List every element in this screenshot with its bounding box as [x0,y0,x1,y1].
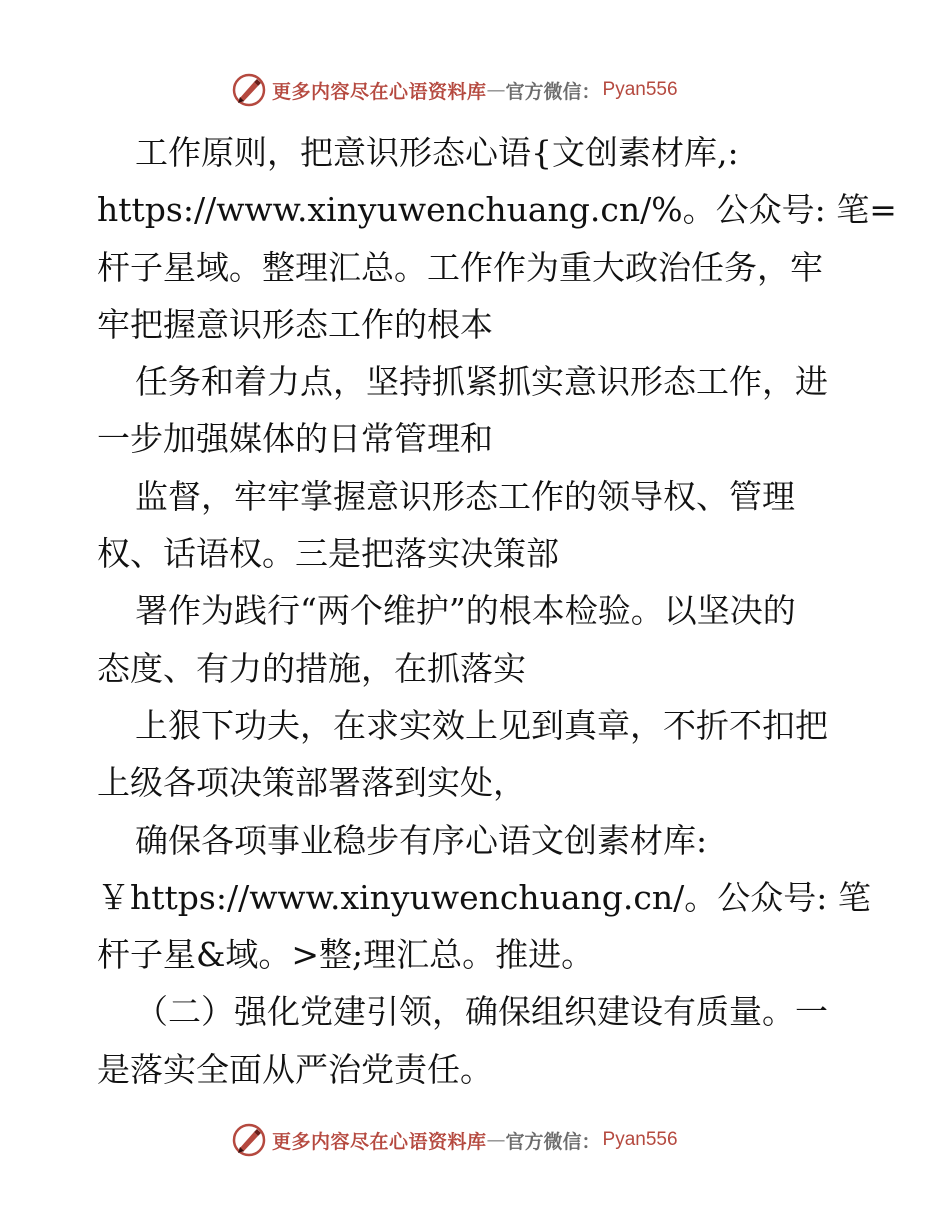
pen-logo-icon [232,1123,266,1157]
text-line: 监督，牢牢掌握意识形态工作的领导权、管理 [135,476,795,516]
text-line: 权、话语权。三是把落实决策部 [97,534,559,574]
text-line: 确保各项事业稳步有序心语文创素材库: [135,820,708,860]
pen-logo-icon [232,73,266,107]
watermark-id: Pyan556 [602,79,678,100]
watermark-separator: — [486,1129,506,1151]
text-line: 署作为践行“两个维护”的根本检验。以坚决的 [135,591,796,631]
text-line: 态度、有力的措施，在抓落实 [97,648,526,688]
text-line: ￥https://www.xinyuwenchuang.cn/。公众号: 笔 [97,877,871,917]
text-line: 杆子星&域。>整;理汇总。推进。 [97,935,595,975]
text-line: 是落实全面从严治党责任。 [97,1049,493,1089]
text-line: 一步加强媒体的日常管理和 [97,419,493,459]
footer-watermark [232,1122,752,1158]
text-line: 工作原则，把意识形态心语{文创素材库,: [135,133,739,172]
body-text [97,124,897,1098]
watermark-separator: — [486,79,506,101]
text-line: 上级各项决策部署落到实处， [97,763,526,803]
text-line: （二）强化党建引领，确保组织建设有质量。一 [135,992,828,1032]
watermark-official: 官方微信： [505,1130,601,1153]
text-line: 杆子星域。整理汇总。工作作为重大政治任务，牢 [97,247,823,287]
text-line: 任务和着力点，坚持抓紧抓实意识形态工作，进 [135,362,828,402]
watermark-brand: 更多内容尽在心语资料库 [272,1130,487,1153]
text-line: 上狠下功夫，在求实效上见到真章，不折不扣把 [135,705,828,745]
text-line: 牢把握意识形态工作的根本 [97,304,493,344]
watermark-official: 官方微信： [505,80,601,103]
header-watermark [232,72,752,108]
watermark-id: Pyan556 [602,1129,678,1150]
text-line: https://www.xinyuwenchuang.cn/%。公众号: 笔= [97,190,897,230]
watermark-brand: 更多内容尽在心语资料库 [272,80,487,103]
